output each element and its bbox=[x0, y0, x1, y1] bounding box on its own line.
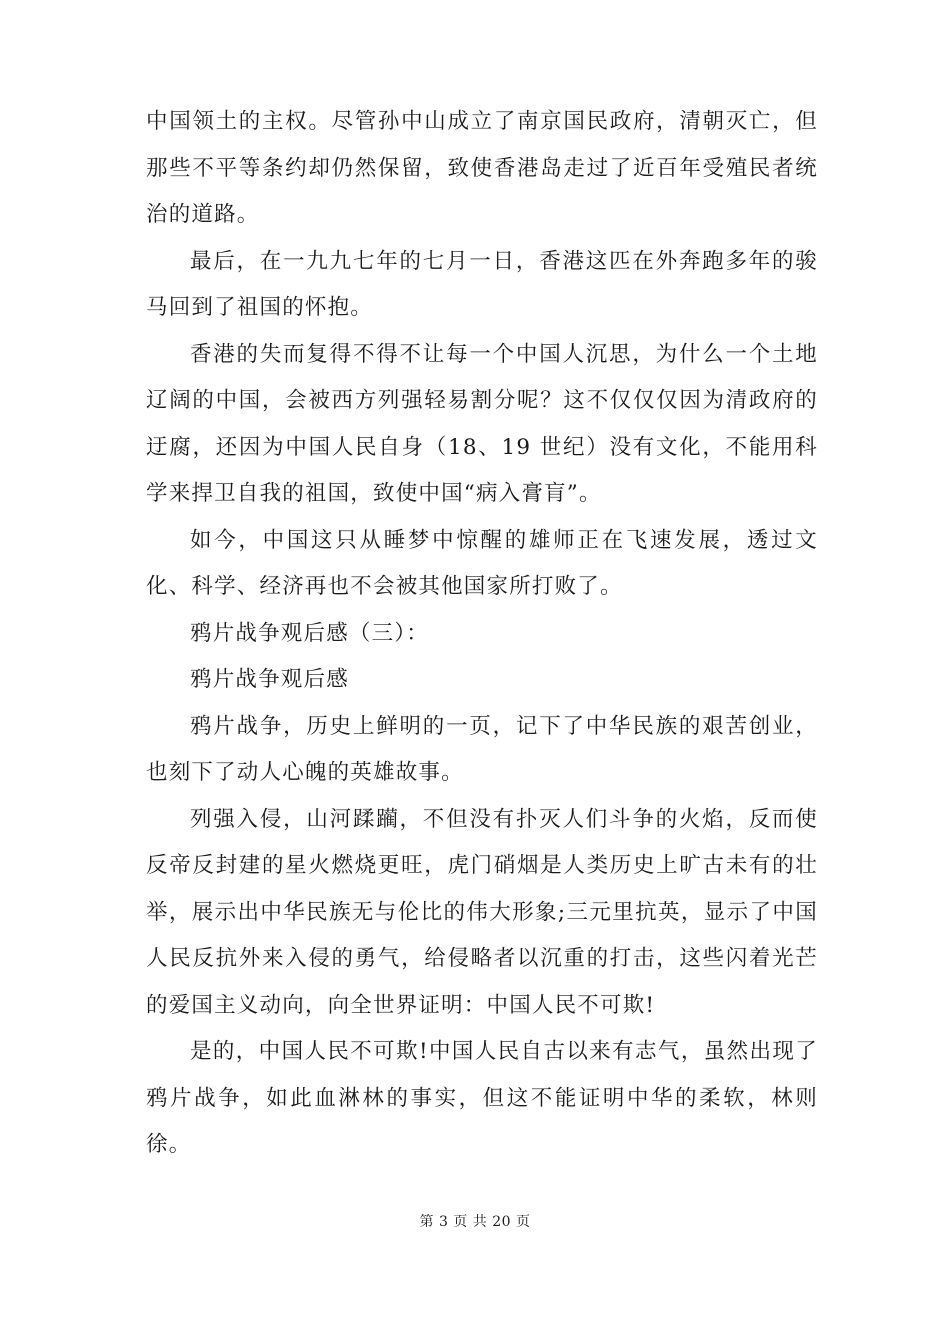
paragraph: 鸦片战争，历史上鲜明的一页，记下了中华民族的艰苦创业，也刻下了动人心魄的英雄故事。 bbox=[146, 713, 818, 785]
paragraph: 列强入侵，山河蹂躏，不但没有扑灭人们斗争的火焰，反而使反帝反封建的星火燃烧更旺，虎门硝烟是人类历史上旷古未有的壮举，展示出中华民族无与伦比的伟大形象;三元里抗英，显示了中国人民反抗外来入侵的勇气，给侵略者以沉重的打击，这些闪着光芒的爱国主义动向，向全世界证明：中国人民不可欺! bbox=[146, 806, 818, 1018]
section-heading: 鸦片战争观后感（三）： bbox=[190, 620, 429, 646]
paragraph: 是的，中国人民不可欺!中国人民自古以来有志气，虽然出现了鸦片战争，如此血淋林的事实，但这不能证明中华的柔软，林则徐。 bbox=[146, 1039, 818, 1157]
paragraph: 最后，在一九九七年的七月一日，香港这匹在外奔跑多年的骏马回到了祖国的怀抱。 bbox=[146, 248, 818, 320]
article-title: 鸦片战争观后感 bbox=[190, 667, 349, 692]
paragraph: 香港的失而复得不得不让每一个中国人沉思，为什么一个土地辽阔的中国，会被西方列强轻易割分呢？这不仅仅仅因为清政府的迂腐，还因为中国人民自身（18、19 世纪）没有文化，不能用科学来捍卫自我的祖国，致使中国“病入膏肓”。 bbox=[146, 341, 818, 506]
document-body bbox=[146, 99, 818, 1169]
paragraph-continuation: 中国领土的主权。尽管孙中山成立了南京国民政府，清朝灭亡，但那些不平等条约却仍然保留，致使香港岛走过了近百年受殖民者统治的道路。 bbox=[146, 109, 818, 227]
page-number-footer: 第 3 页 共 20 页 bbox=[419, 1214, 531, 1230]
paragraph: 如今，中国这只从睡梦中惊醒的雄师正在飞速发展，透过文化、科学、经济再也不会被其他国家所打败了。 bbox=[146, 527, 818, 599]
